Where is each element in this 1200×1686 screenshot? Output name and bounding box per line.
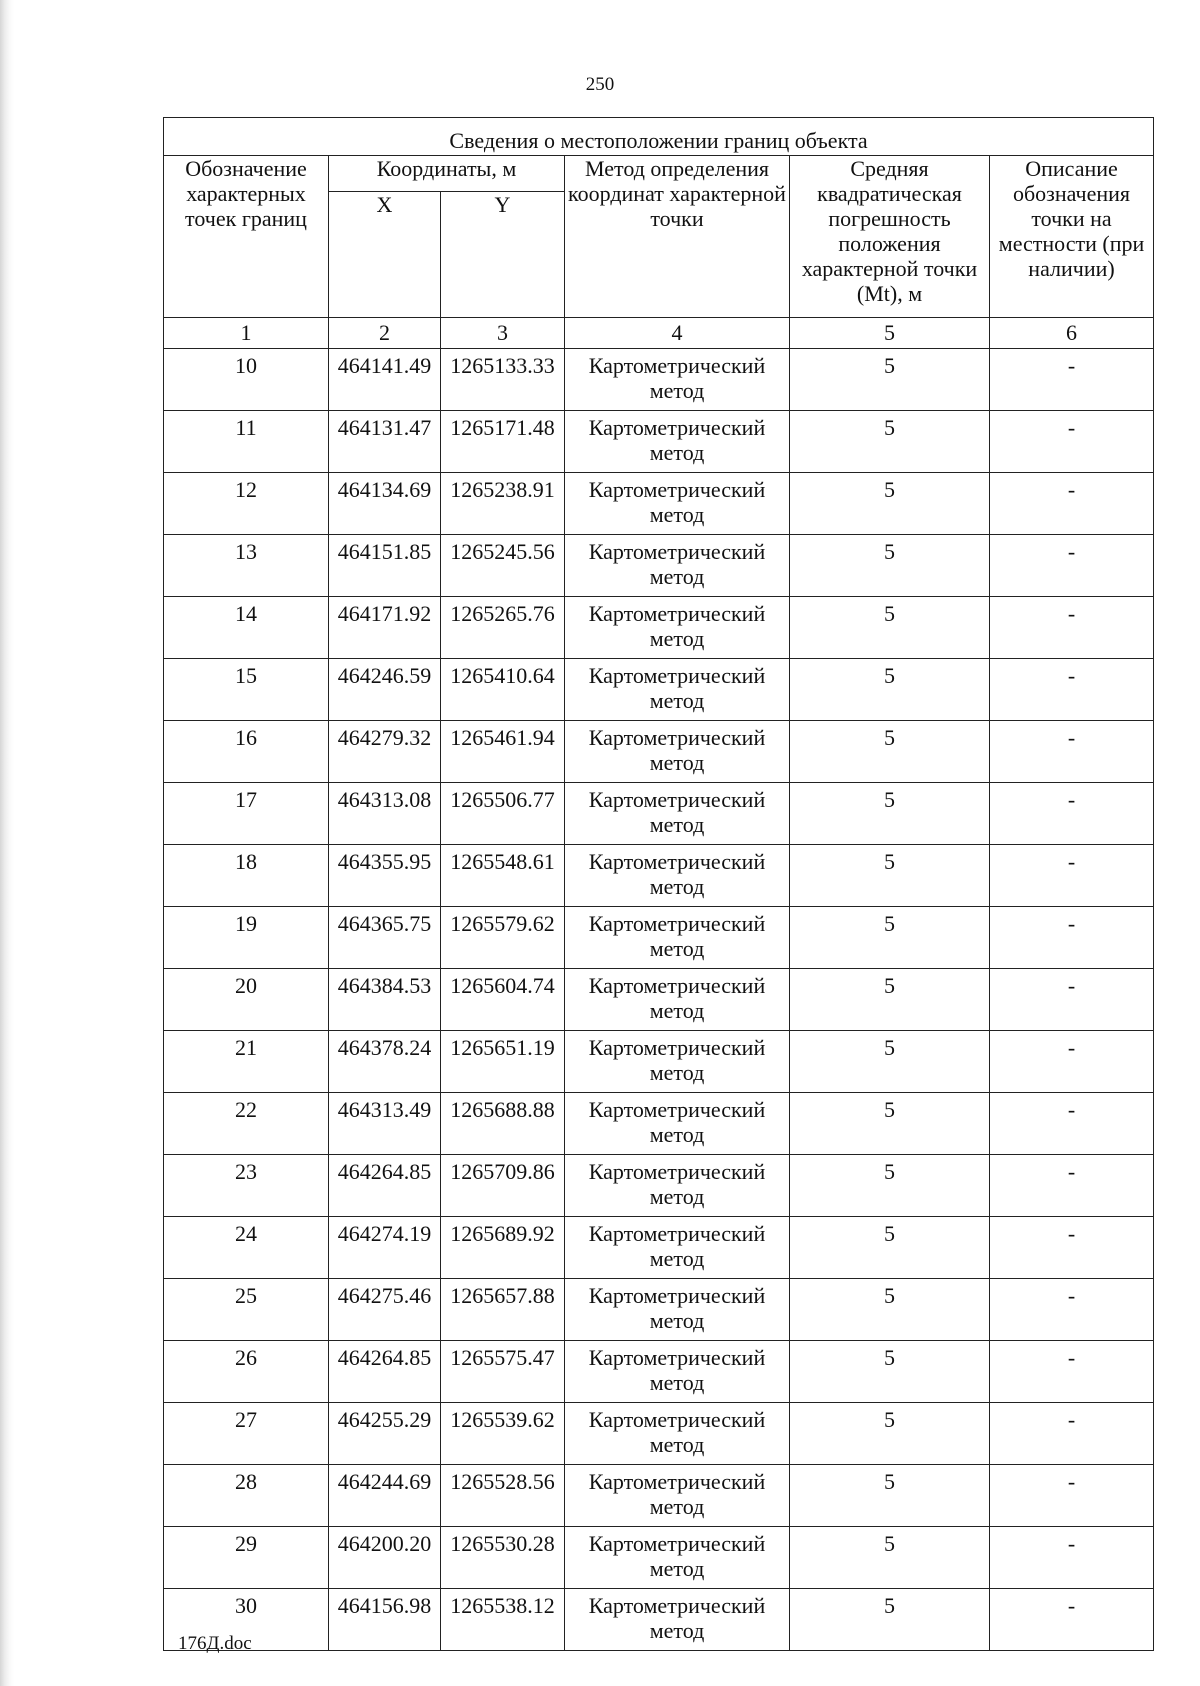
cell-point: 12 <box>164 473 329 535</box>
cell-y: 1265548.61 <box>441 845 565 907</box>
cell-y: 1265688.88 <box>441 1093 565 1155</box>
cell-method: Картометрический метод <box>565 535 790 597</box>
cell-method: Картометрический метод <box>565 721 790 783</box>
cell-error: 5 <box>790 1031 990 1093</box>
cell-description: - <box>990 411 1154 473</box>
table-row <box>164 1465 1154 1527</box>
table-row <box>164 1217 1154 1279</box>
cell-y: 1265604.74 <box>441 969 565 1031</box>
cell-y: 1265410.64 <box>441 659 565 721</box>
cell-error: 5 <box>790 1527 990 1589</box>
table-row <box>164 1341 1154 1403</box>
cell-point: 20 <box>164 969 329 1031</box>
cell-description: - <box>990 1279 1154 1341</box>
table-title: Сведения о местоположении границ объекта <box>164 118 1154 156</box>
cell-point: 24 <box>164 1217 329 1279</box>
table-row <box>164 845 1154 907</box>
cell-method: Картометрический метод <box>565 1527 790 1589</box>
cell-error: 5 <box>790 721 990 783</box>
cell-error: 5 <box>790 659 990 721</box>
cell-description: - <box>990 721 1154 783</box>
cell-description: - <box>990 845 1154 907</box>
cell-method: Картометрический метод <box>565 1217 790 1279</box>
cell-x: 464313.08 <box>329 783 441 845</box>
cell-method: Картометрический метод <box>565 783 790 845</box>
cell-point: 22 <box>164 1093 329 1155</box>
cell-description: - <box>990 1465 1154 1527</box>
cell-y: 1265539.62 <box>441 1403 565 1465</box>
boundary-points-table <box>163 117 1154 1651</box>
cell-error: 5 <box>790 1093 990 1155</box>
column-number: 2 <box>329 318 441 349</box>
cell-description: - <box>990 1403 1154 1465</box>
table-title-row <box>164 118 1154 156</box>
cell-y: 1265245.56 <box>441 535 565 597</box>
table-row <box>164 721 1154 783</box>
table-row <box>164 907 1154 969</box>
cell-x: 464131.47 <box>329 411 441 473</box>
table-row <box>164 1093 1154 1155</box>
column-number: 4 <box>565 318 790 349</box>
cell-description: - <box>990 1155 1154 1217</box>
cell-y: 1265528.56 <box>441 1465 565 1527</box>
header-point-designation: Обозначение характерных точек границ <box>164 156 329 318</box>
cell-method: Картометрический метод <box>565 1155 790 1217</box>
cell-method: Картометрический метод <box>565 597 790 659</box>
cell-x: 464264.85 <box>329 1341 441 1403</box>
cell-error: 5 <box>790 1465 990 1527</box>
cell-point: 25 <box>164 1279 329 1341</box>
cell-x: 464134.69 <box>329 473 441 535</box>
cell-method: Картометрический метод <box>565 1093 790 1155</box>
cell-description: - <box>990 1093 1154 1155</box>
cell-method: Картометрический метод <box>565 1465 790 1527</box>
cell-x: 464274.19 <box>329 1217 441 1279</box>
cell-error: 5 <box>790 473 990 535</box>
column-number: 6 <box>990 318 1154 349</box>
cell-y: 1265461.94 <box>441 721 565 783</box>
cell-x: 464365.75 <box>329 907 441 969</box>
column-number: 3 <box>441 318 565 349</box>
cell-point: 16 <box>164 721 329 783</box>
cell-y: 1265171.48 <box>441 411 565 473</box>
cell-point: 13 <box>164 535 329 597</box>
header-description: Описание обозначения точки на местности (при наличии) <box>990 156 1154 318</box>
cell-point: 26 <box>164 1341 329 1403</box>
table-row <box>164 969 1154 1031</box>
cell-description: - <box>990 597 1154 659</box>
cell-error: 5 <box>790 1279 990 1341</box>
cell-x: 464151.85 <box>329 535 441 597</box>
cell-description: - <box>990 659 1154 721</box>
cell-y: 1265506.77 <box>441 783 565 845</box>
header-method: Метод определения координат характерной точки <box>565 156 790 318</box>
cell-y: 1265575.47 <box>441 1341 565 1403</box>
cell-method: Картометрический метод <box>565 845 790 907</box>
cell-description: - <box>990 473 1154 535</box>
table-row <box>164 1589 1154 1651</box>
cell-description: - <box>990 969 1154 1031</box>
cell-error: 5 <box>790 1341 990 1403</box>
cell-point: 15 <box>164 659 329 721</box>
cell-error: 5 <box>790 1403 990 1465</box>
cell-x: 464255.29 <box>329 1403 441 1465</box>
cell-error: 5 <box>790 845 990 907</box>
cell-x: 464279.32 <box>329 721 441 783</box>
cell-description: - <box>990 1217 1154 1279</box>
table-row <box>164 1403 1154 1465</box>
table-row <box>164 1527 1154 1589</box>
cell-error: 5 <box>790 1217 990 1279</box>
cell-error: 5 <box>790 349 990 411</box>
cell-x: 464355.95 <box>329 845 441 907</box>
footer-filename: 176Д.doc <box>178 1633 252 1654</box>
cell-method: Картометрический метод <box>565 969 790 1031</box>
cell-error: 5 <box>790 907 990 969</box>
cell-method: Картометрический метод <box>565 1031 790 1093</box>
cell-y: 1265657.88 <box>441 1279 565 1341</box>
cell-error: 5 <box>790 411 990 473</box>
cell-method: Картометрический метод <box>565 907 790 969</box>
cell-point: 29 <box>164 1527 329 1589</box>
cell-y: 1265538.12 <box>441 1589 565 1651</box>
cell-method: Картометрический метод <box>565 411 790 473</box>
cell-method: Картометрический метод <box>565 659 790 721</box>
cell-error: 5 <box>790 783 990 845</box>
cell-description: - <box>990 1589 1154 1651</box>
scan-edge-shadow <box>0 0 14 1686</box>
header-coordinates: Координаты, м <box>329 156 565 192</box>
cell-description: - <box>990 1341 1154 1403</box>
cell-description: - <box>990 1527 1154 1589</box>
header-error: Средняя квадратическая погрешность положения характерной точки (Mt), м <box>790 156 990 318</box>
column-numbers-row <box>164 318 1154 349</box>
cell-error: 5 <box>790 1155 990 1217</box>
cell-method: Картометрический метод <box>565 1403 790 1465</box>
table-row <box>164 597 1154 659</box>
cell-point: 19 <box>164 907 329 969</box>
table-row <box>164 659 1154 721</box>
cell-point: 10 <box>164 349 329 411</box>
cell-x: 464171.92 <box>329 597 441 659</box>
cell-x: 464378.24 <box>329 1031 441 1093</box>
cell-point: 28 <box>164 1465 329 1527</box>
cell-y: 1265709.86 <box>441 1155 565 1217</box>
cell-x: 464264.85 <box>329 1155 441 1217</box>
cell-error: 5 <box>790 969 990 1031</box>
cell-x: 464200.20 <box>329 1527 441 1589</box>
table-row <box>164 1031 1154 1093</box>
cell-description: - <box>990 349 1154 411</box>
cell-y: 1265133.33 <box>441 349 565 411</box>
cell-x: 464313.49 <box>329 1093 441 1155</box>
cell-error: 5 <box>790 1589 990 1651</box>
cell-description: - <box>990 783 1154 845</box>
cell-method: Картометрический метод <box>565 1589 790 1651</box>
column-number: 1 <box>164 318 329 349</box>
cell-x: 464384.53 <box>329 969 441 1031</box>
cell-description: - <box>990 535 1154 597</box>
cell-point: 11 <box>164 411 329 473</box>
cell-point: 23 <box>164 1155 329 1217</box>
cell-x: 464141.49 <box>329 349 441 411</box>
table-body <box>164 118 1154 1651</box>
table-row <box>164 411 1154 473</box>
column-number: 5 <box>790 318 990 349</box>
cell-y: 1265651.19 <box>441 1031 565 1093</box>
cell-point: 27 <box>164 1403 329 1465</box>
cell-y: 1265689.92 <box>441 1217 565 1279</box>
cell-description: - <box>990 1031 1154 1093</box>
cell-x: 464156.98 <box>329 1589 441 1651</box>
table-row <box>164 1155 1154 1217</box>
cell-description: - <box>990 907 1154 969</box>
table-row <box>164 1279 1154 1341</box>
cell-x: 464246.59 <box>329 659 441 721</box>
cell-x: 464275.46 <box>329 1279 441 1341</box>
cell-point: 21 <box>164 1031 329 1093</box>
cell-y: 1265530.28 <box>441 1527 565 1589</box>
header-y: Y <box>441 192 565 318</box>
table-row <box>164 473 1154 535</box>
header-x: X <box>329 192 441 318</box>
cell-error: 5 <box>790 535 990 597</box>
cell-point: 18 <box>164 845 329 907</box>
cell-y: 1265238.91 <box>441 473 565 535</box>
cell-method: Картометрический метод <box>565 1341 790 1403</box>
cell-method: Картометрический метод <box>565 473 790 535</box>
cell-point: 17 <box>164 783 329 845</box>
table-row <box>164 783 1154 845</box>
table-header-row <box>164 156 1154 192</box>
table-row <box>164 349 1154 411</box>
cell-x: 464244.69 <box>329 1465 441 1527</box>
page-number: 250 <box>585 74 615 95</box>
cell-y: 1265265.76 <box>441 597 565 659</box>
cell-method: Картометрический метод <box>565 349 790 411</box>
cell-error: 5 <box>790 597 990 659</box>
cell-method: Картометрический метод <box>565 1279 790 1341</box>
cell-y: 1265579.62 <box>441 907 565 969</box>
cell-point: 14 <box>164 597 329 659</box>
table-row <box>164 535 1154 597</box>
cell-point: 30 <box>164 1589 329 1651</box>
